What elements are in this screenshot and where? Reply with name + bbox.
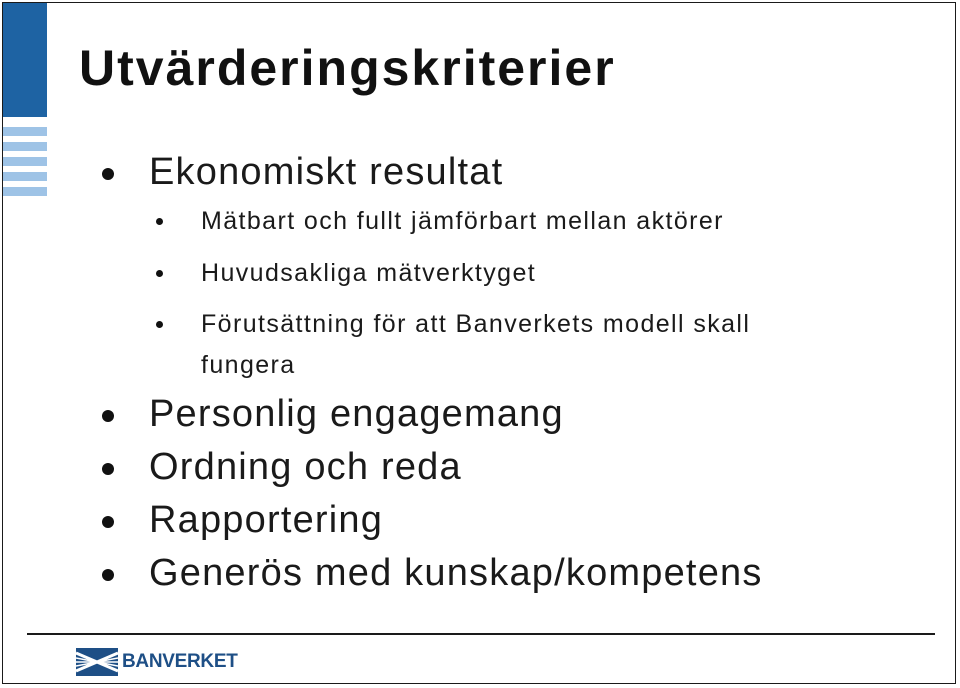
bullet-list [3, 3, 955, 683]
bullet-icon [102, 168, 114, 180]
bullet-icon [102, 463, 114, 475]
list-item: Ekonomiskt resultat [149, 151, 504, 193]
logo-wordmark: BANVERKET [122, 651, 238, 672]
slide [2, 2, 956, 684]
bullet-icon [102, 410, 114, 422]
sub-list-item-continuation: fungera [201, 351, 296, 379]
sub-list-item: Förutsättning för att Banverkets modell skall [201, 310, 751, 338]
bullet-icon [102, 516, 114, 528]
list-item: Personlig engagemang [149, 393, 564, 435]
sub-bullet-icon [156, 218, 163, 225]
sub-list-item: Mätbart och fullt jämförbart mellan aktörer [201, 207, 724, 235]
banverket-logo [76, 648, 238, 676]
sub-bullet-icon [156, 321, 163, 328]
footer-divider [27, 633, 935, 635]
sub-list-item: Huvudsakliga mätverktyget [201, 259, 537, 287]
bullet-icon [102, 569, 114, 581]
banverket-logo-icon [76, 648, 118, 676]
list-item: Ordning och reda [149, 446, 462, 488]
list-item: Rapportering [149, 499, 384, 541]
list-item: Generös med kunskap/kompetens [149, 552, 763, 594]
sub-bullet-icon [156, 270, 163, 277]
slide-title: Utvärderingskriterier [79, 40, 616, 96]
